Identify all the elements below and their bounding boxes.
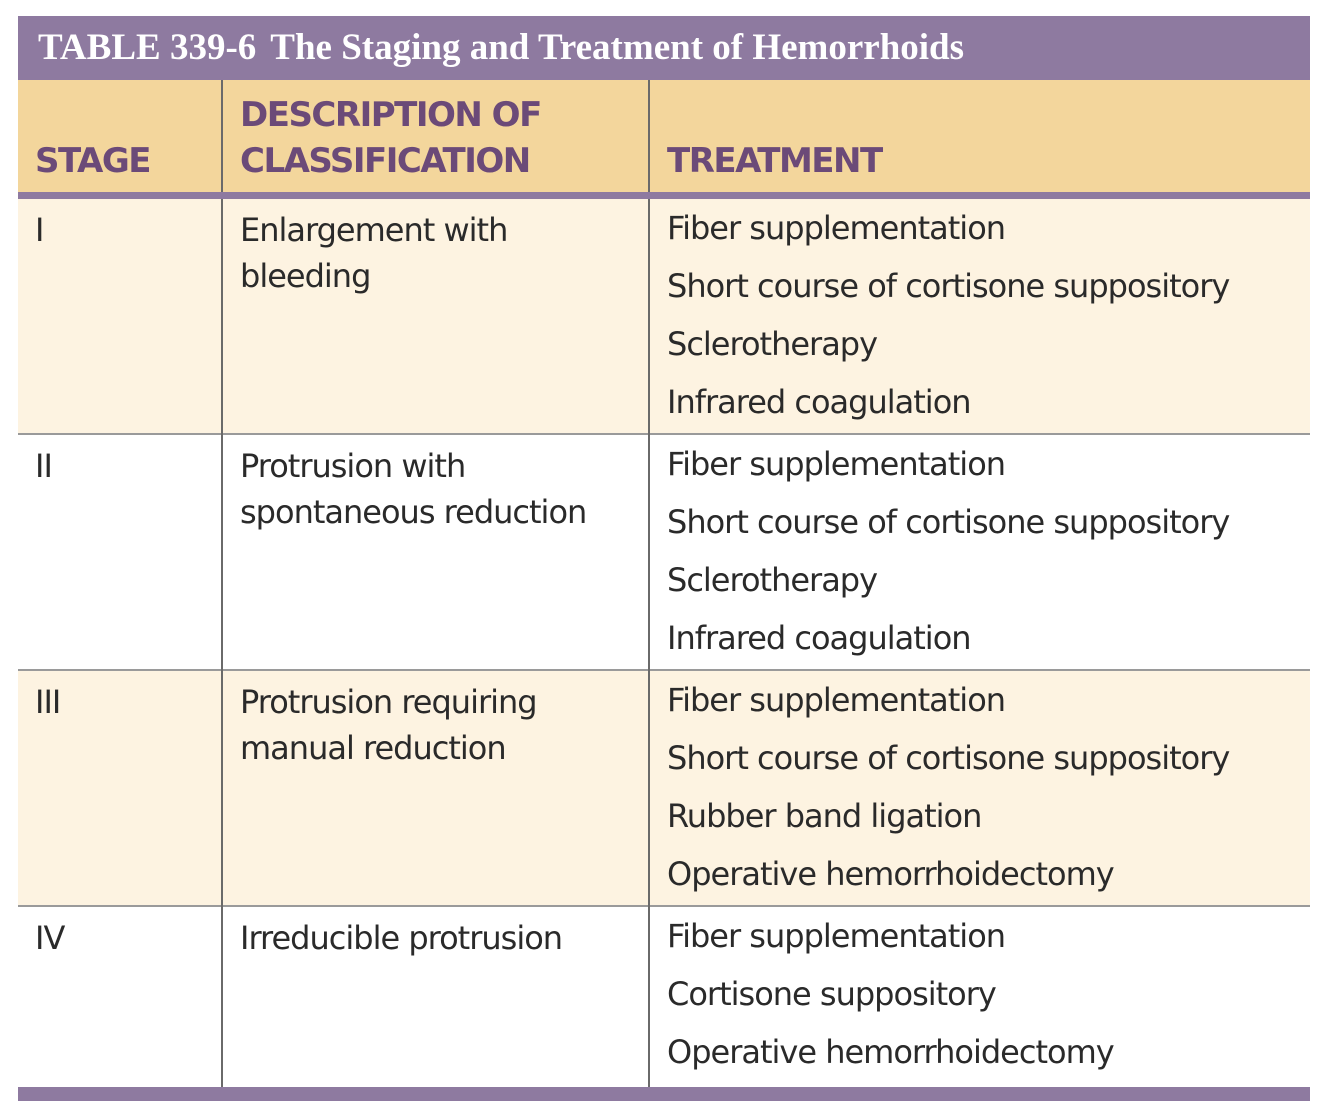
treatment-item: Short course of cortisone suppository <box>667 503 1230 541</box>
treatment-item: Infrared coagulation <box>667 619 971 657</box>
table-row <box>18 906 1310 1087</box>
treatment-item: Rubber band ligation <box>667 797 982 835</box>
staging-table <box>18 16 1310 1097</box>
header-stage: STAGE <box>18 80 222 196</box>
treatment-cell <box>649 670 1310 906</box>
table-number: TABLE 339-6 <box>38 27 257 68</box>
treatment-item: Fiber supplementation <box>667 445 1006 483</box>
description-cell: Protrusion with spontaneous reduction <box>222 434 649 670</box>
treatment-cell <box>649 196 1310 435</box>
treatment-item: Short course of cortisone suppository <box>667 267 1230 305</box>
header-treatment: TREATMENT <box>649 80 1310 196</box>
table-row <box>18 670 1310 906</box>
stage-cell: I <box>35 211 44 249</box>
data-table <box>18 80 1310 1087</box>
table-row <box>18 434 1310 670</box>
treatment-cell <box>649 906 1310 1087</box>
stage-cell: II <box>18 434 222 670</box>
treatment-item: Sclerotherapy <box>667 561 878 599</box>
treatment-item: Cortisone suppository <box>667 975 996 1013</box>
description-cell: Irreducible protrusion <box>222 906 649 1087</box>
description-cell: Enlargement with bleeding <box>222 196 649 435</box>
treatment-item: Sclerotherapy <box>667 325 878 363</box>
treatment-item: Fiber supplementation <box>667 209 1006 247</box>
stage-cell: III <box>18 670 222 906</box>
table-row <box>18 196 1310 435</box>
treatment-item: Operative hemorrhoidectomy <box>667 855 1114 893</box>
description-cell: Protrusion requiring manual reduction <box>222 670 649 906</box>
table-bottom-rule <box>18 1087 1310 1101</box>
header-description: DESCRIPTION OF CLASSIFICATION <box>222 80 649 196</box>
treatment-item: Operative hemorrhoidectomy <box>667 1033 1114 1071</box>
treatment-cell <box>649 434 1310 670</box>
treatment-item: Infrared coagulation <box>667 383 971 421</box>
table-body <box>18 196 1310 1088</box>
table-title: The Staging and Treatment of Hemorrhoids <box>270 27 965 68</box>
header-row <box>18 80 1310 196</box>
table-title-bar <box>18 16 1310 80</box>
treatment-item: Short course of cortisone suppository <box>667 739 1230 777</box>
treatment-item: Fiber supplementation <box>667 681 1006 719</box>
treatment-item: Fiber supplementation <box>667 917 1006 955</box>
table-header <box>18 80 1310 196</box>
stage-cell: IV <box>18 906 222 1087</box>
